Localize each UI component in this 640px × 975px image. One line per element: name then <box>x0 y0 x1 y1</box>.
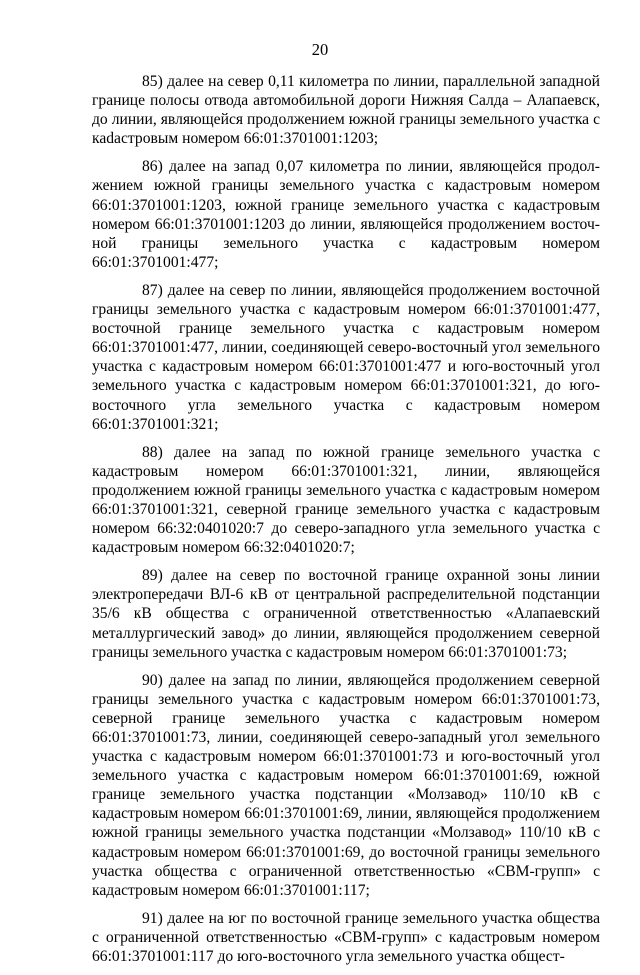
paragraph-89: 89) далее на север по восточной границе охранной зоны линии электропередачи ВЛ-6 кВ от центральной распределительной подстанции 35/6 кВ общества с ограниченной ответственностью «Алапаевский металлургический завод» до линии, являющейся продолжением северной границы земельного участка с кадастровым номером 66:01:3701001:73; <box>92 567 600 661</box>
paragraph-91: 91) далее на юг по восточной границе земельного участка общества с ограниченной ответственностью «СВМ-групп» с кадастровым номером 66:01:3701001:117 до юго-восточного угла земельного участка общест- <box>92 909 600 966</box>
paragraph-85: 85) далее на север 0,11 километра по линии, параллельной западной границе полосы отвода автомобильной дороги Нижняя Салда – Алапаевск, до линии, являющейся продолжением южной границы земельного участка с каdастровым номером 66:01:3701001:1203; <box>92 73 600 148</box>
paragraph-88: 88) далее на запад по южной границе земельного участка с кадастровым номером 66:01:3701001:321, линии, являющейся продолжением южной границы земельного участка с кадастровым номером 66:01:3701001:321, северной границе земельного участка с кадастровым номером 66:32:0401020:7 до северо-западного угла земельного участка с кадастровым номером 66:32:0401020:7; <box>92 443 600 557</box>
paragraph-90: 90) далее на запад по линии, являющейся продолжением северной границы земельного участка с кадастровым номером 66:01:3701001:73, северной границе земельного участка с кадастровым номером 66:01:3701001:73, линии, соединяющей северо-западный угол земельного участка с кадастровым номером 66:01:3701001:73 и юго-восточный угол земельного участка с кадастровым номером 66:01:3701001:69, южной границе земельного участка подстанции «Молзавод» 110/10 кВ с кадастровым номером 66:01:3701001:69, линии, являющейся продолжением южной границы земельного участка подстанции «Молзавод» 110/10 кВ с кадастровым номером 66:01:3701001:69, до восточной границы земельного участка общества с ограниченной ответственностью «СВМ-групп» с кадастровым номером 66:01:3701001:117; <box>92 671 600 899</box>
document-body <box>92 72 600 975</box>
paragraph-87: 87) далее на север по линии, являющейся продолжением восточной границы земельного участка с кадастровым номером 66:01:3701001:477, восточной границе земельного участка с кадастровым номером 66:01:3701001:477, линии, соединяющей северо-восточный угол земельного участка с кадастровым номером 66:01:3701001:477 и юго-восточный угол земельного участка с кадастровым номером 66:01:3701001:321, до юго-восточного угла земельного участка с кадастровым номером 66:01:3701001:321; <box>92 281 600 433</box>
paragraph-86: 86) далее на запад 0,07 километра по линии, являющейся продолжением южной границы земельного участка с кадастровым номером 66:01:3701001:1203, южной границе земельного участка с кадастровым номером 66:01:3701001:1203 до линии, являющейся продолжением восточной границы земельного участка с кадастровым номером 66:01:3701001:477; <box>92 158 600 271</box>
page-number: 20 <box>311 40 329 59</box>
